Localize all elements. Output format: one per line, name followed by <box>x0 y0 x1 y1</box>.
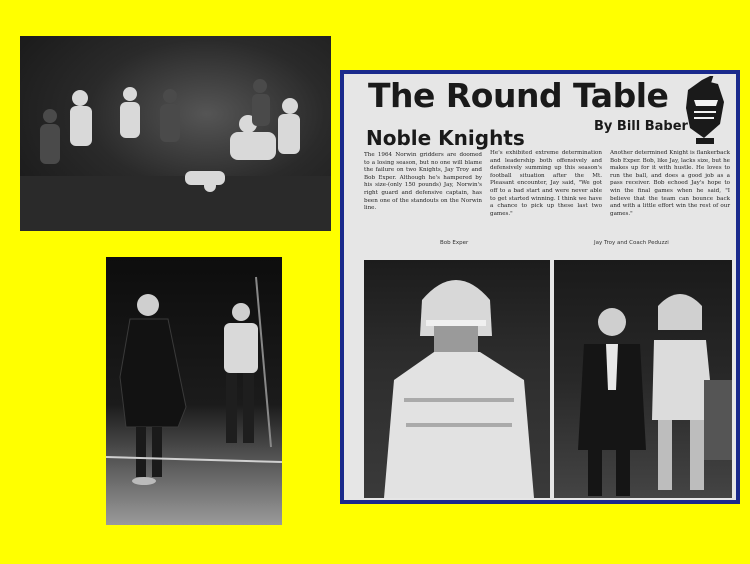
byline: By Bill Baber <box>594 119 688 134</box>
knight-helmet-icon <box>680 76 728 146</box>
section-title: Noble Knights <box>366 126 525 150</box>
coach-sideline-photo-art <box>106 257 282 525</box>
article-column: The 1964 Norwin gridders are doomed to a losing season, but no one will blame the failure on two Knights, Jay Troy and Bob Exper. Although he's hampered by his size-(only 150 pounds) Jay, Norwin's right guard and defensive captain, has been one of the standouts on the Norwin line. <box>364 152 482 212</box>
photo-caption: Jay Troy and Coach Peduzzi <box>594 240 669 246</box>
newspaper-clipping <box>340 70 740 504</box>
article-column: He's exhibited extreme determination and leadership both offensively and defensively summing up this season's football situation after the Mt. Pleasant encounter, Jay said, "We got off to a bad start and were never able to get started winning. I think we have a chance to pick up these last two games." <box>490 150 602 217</box>
article-column: Another determined Knight is flankerback Bob Exper. Bob, like Jay, lacks size, but he makes up for it with hustle. He loves to run the ball, and does a good job as a pass receiver. Bob echoed Jay's hope to win the final games when he said, "I believe that the team can bounce back and with a little effort win the rest of our games." <box>610 150 730 217</box>
football-game-photo <box>20 36 331 231</box>
player-and-coach-photo <box>554 260 732 498</box>
player-portrait-photo <box>364 260 550 498</box>
coach-sideline-photo <box>106 257 282 525</box>
clipping-headline: The Round Table <box>368 76 669 115</box>
football-game-photo-art <box>20 36 331 231</box>
photo-caption: Bob Exper <box>440 240 469 246</box>
